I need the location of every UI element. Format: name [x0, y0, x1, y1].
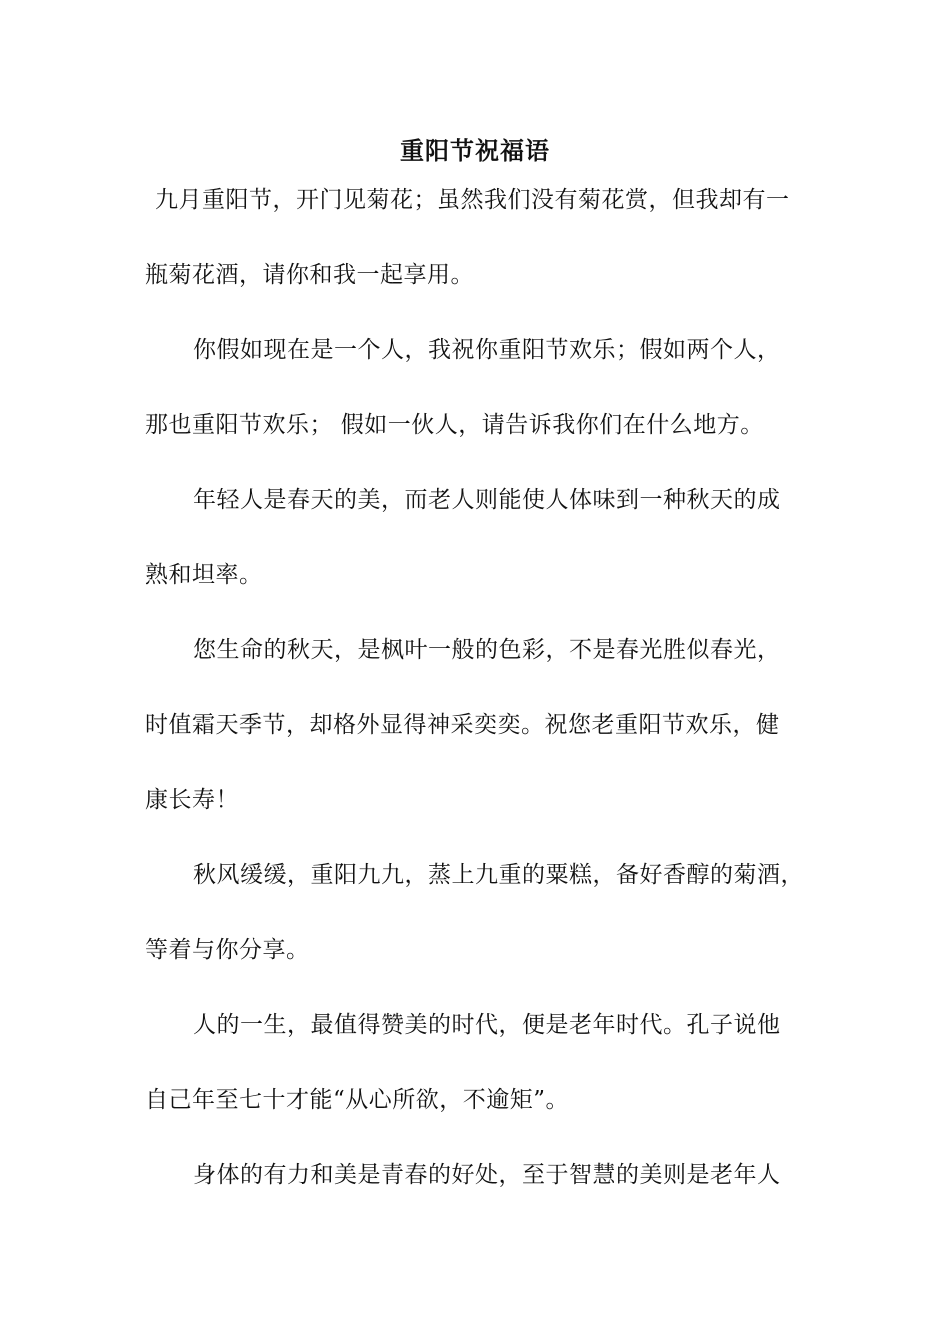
paragraph-line: 时值霜天季节，却格外显得神采奕奕。祝您老重阳节欢乐，健 — [145, 712, 780, 738]
paragraph-line: 秋风缓缓，重阳九九，蒸上九重的粟糕，备好香醇的菊酒， — [193, 862, 804, 888]
paragraph-line: 人的一生，最值得赞美的时代，便是老年时代。孔子说他 — [193, 1012, 781, 1038]
paragraph-line: 您生命的秋天，是枫叶一般的色彩，不是春光胜似春光， — [193, 637, 781, 663]
paragraph-line: 你假如现在是一个人，我祝你重阳节欢乐；假如两个人， — [193, 337, 781, 363]
paragraph-line: 那也重阳节欢乐； 假如一伙人，请告诉我你们在什么地方。 — [145, 412, 764, 438]
paragraph-line: 身体的有力和美是青春的好处，至于智慧的美则是老年人 — [193, 1162, 781, 1188]
paragraph-line: 康长寿！ — [145, 787, 239, 813]
document-title: 重阳节祝福语 — [400, 136, 550, 165]
paragraph-line: 自己年至七十才能“从心所欲，不逾矩”。 — [145, 1087, 570, 1113]
paragraph-line: 九月重阳节，开门见菊花；虽然我们没有菊花赏，但我却有一 — [155, 187, 790, 213]
paragraph-line: 熟和坦率。 — [145, 562, 263, 588]
paragraph-line: 年轻人是春天的美，而老人则能使人体味到一种秋天的成 — [193, 487, 781, 513]
paragraph-line: 瓶菊花酒，请你和我一起享用。 — [145, 262, 474, 288]
paragraph-line: 等着与你分享。 — [145, 937, 310, 963]
